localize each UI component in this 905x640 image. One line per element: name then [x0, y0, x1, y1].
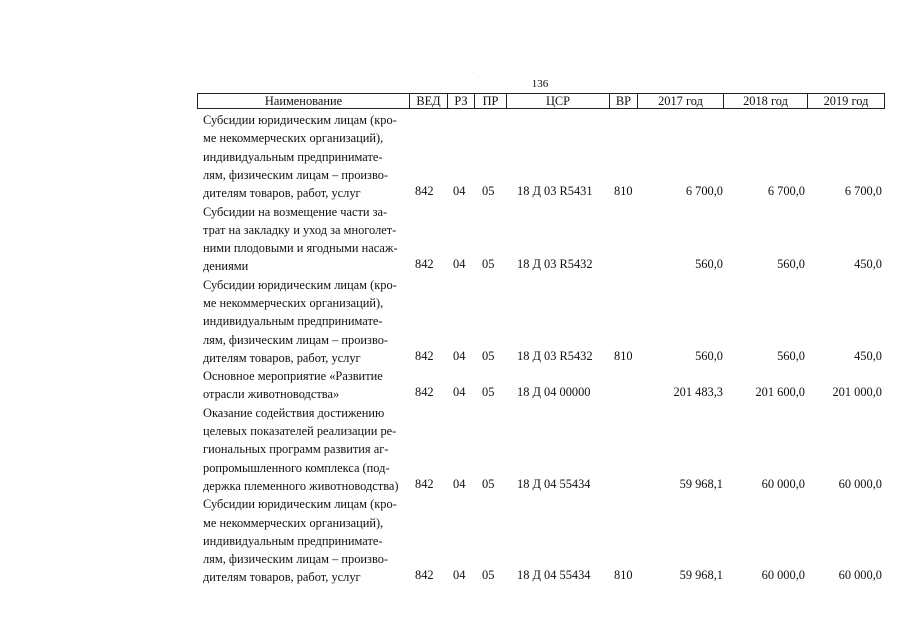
- row-name: [203, 495, 403, 586]
- header-pr: ПР: [474, 94, 506, 108]
- row-name-line: отрасли животноводства»: [203, 387, 340, 402]
- cell-y2017: 560,0: [695, 348, 723, 363]
- row-name-line: дителям товаров, работ, услуг: [203, 186, 361, 201]
- row-name-line: ме некоммерческих организаций),: [203, 515, 384, 530]
- cell-y2018: 560,0: [777, 348, 805, 363]
- cell-ved: 842: [415, 348, 434, 363]
- row-name: [203, 404, 403, 495]
- header-rz: РЗ: [447, 94, 474, 108]
- cell-y2018: 201 600,0: [755, 385, 805, 400]
- row-name-line: гиональных программ развития аг-: [203, 442, 389, 457]
- row-name-line: целевых показателей реализации ре-: [203, 424, 397, 439]
- header-csr: ЦСР: [506, 94, 609, 108]
- cell-rz: 04: [453, 184, 466, 199]
- row-name-line: лям, физическим лицам – произво-: [203, 552, 389, 567]
- header-2019: 2019 год: [807, 94, 884, 108]
- cell-y2019: 450,0: [854, 348, 882, 363]
- cell-csr: 18 Д 04 55434: [517, 568, 591, 583]
- cell-vr: 810: [614, 568, 633, 583]
- cell-pr: 05: [482, 385, 495, 400]
- row-name-line: Субсидии юридическим лицам (кро-: [203, 113, 397, 127]
- row-name-line: лям, физическим лицам – произво-: [203, 167, 389, 182]
- cell-y2018: 560,0: [777, 257, 805, 272]
- cell-ved: 842: [415, 568, 434, 583]
- header-2018: 2018 год: [723, 94, 807, 108]
- scan-dot: ·: [472, 70, 474, 76]
- cell-pr: 05: [482, 257, 495, 272]
- header-2017: 2017 год: [637, 94, 723, 108]
- cell-vr: 810: [614, 348, 633, 363]
- cell-y2018: 60 000,0: [761, 476, 805, 491]
- cell-y2019: 6 700,0: [844, 184, 882, 199]
- row-name-line: индивидуальным предпринимате-: [203, 314, 383, 329]
- cell-csr: 18 Д 03 R5432: [517, 257, 593, 272]
- row-name-line: ними плодовыми и ягодными насаж-: [203, 241, 398, 256]
- cell-ved: 842: [415, 184, 434, 199]
- cell-rz: 04: [453, 385, 466, 400]
- row-name-line: ме некоммерческих организаций),: [203, 295, 384, 310]
- row-name: [203, 111, 403, 202]
- cell-csr: 18 Д 03 R5432: [517, 348, 593, 363]
- cell-y2017: 201 483,3: [673, 385, 723, 400]
- row-name-line: Оказание содействия достижению: [203, 405, 385, 420]
- row-name-line: индивидуальным предпринимате-: [203, 149, 383, 164]
- cell-y2017: 59 968,1: [679, 568, 723, 583]
- header-vr: ВР: [609, 94, 637, 108]
- table-header: [197, 93, 885, 109]
- row-name-line: индивидуальным предпринимате-: [203, 533, 383, 548]
- row-name-line: дителям товаров, работ, услуг: [203, 350, 361, 365]
- row-name-line: трат на закладку и уход за многолет-: [203, 222, 397, 237]
- cell-y2018: 60 000,0: [761, 568, 805, 583]
- cell-vr: 810: [614, 184, 633, 199]
- row-name: [203, 276, 403, 367]
- cell-y2019: 450,0: [854, 257, 882, 272]
- cell-csr: 18 Д 04 00000: [517, 385, 591, 400]
- cell-csr: 18 Д 03 R5431: [517, 184, 593, 199]
- row-name-line: Субсидии на возмещение части за-: [203, 204, 388, 219]
- cell-csr: 18 Д 04 55434: [517, 476, 591, 491]
- cell-pr: 05: [482, 568, 495, 583]
- row-name-line: держка племенного животноводства): [203, 478, 399, 493]
- cell-y2018: 6 700,0: [767, 184, 805, 199]
- row-name-line: Субсидии юридическим лицам (кро-: [203, 277, 397, 292]
- cell-rz: 04: [453, 568, 466, 583]
- cell-pr: 05: [482, 348, 495, 363]
- cell-y2017: 560,0: [695, 257, 723, 272]
- cell-ved: 842: [415, 476, 434, 491]
- cell-pr: 05: [482, 476, 495, 491]
- page-number: 136: [531, 78, 549, 90]
- cell-rz: 04: [453, 476, 466, 491]
- row-name-line: Субсидии юридическим лицам (кро-: [203, 497, 397, 512]
- row-name-line: дителям товаров, работ, услуг: [203, 570, 361, 585]
- cell-y2019: 60 000,0: [838, 476, 882, 491]
- row-name: [203, 203, 403, 276]
- header-ved: ВЕД: [409, 94, 447, 108]
- row-name-line: дениями: [203, 259, 249, 274]
- cell-y2017: 6 700,0: [685, 184, 723, 199]
- header-name: Наименование: [264, 94, 343, 108]
- cell-pr: 05: [482, 184, 495, 199]
- row-name-line: ропромышленного комплекса (под-: [203, 460, 390, 475]
- cell-rz: 04: [453, 348, 466, 363]
- cell-rz: 04: [453, 257, 466, 272]
- row-name-line: ме некоммерческих организаций),: [203, 131, 384, 146]
- row-name-line: Основное мероприятие «Развитие: [203, 369, 383, 384]
- cell-ved: 842: [415, 257, 434, 272]
- row-name-line: лям, физическим лицам – произво-: [203, 332, 389, 347]
- cell-y2019: 60 000,0: [838, 568, 882, 583]
- cell-ved: 842: [415, 385, 434, 400]
- cell-y2019: 201 000,0: [832, 385, 882, 400]
- cell-y2017: 59 968,1: [679, 476, 723, 491]
- row-name: [203, 367, 403, 404]
